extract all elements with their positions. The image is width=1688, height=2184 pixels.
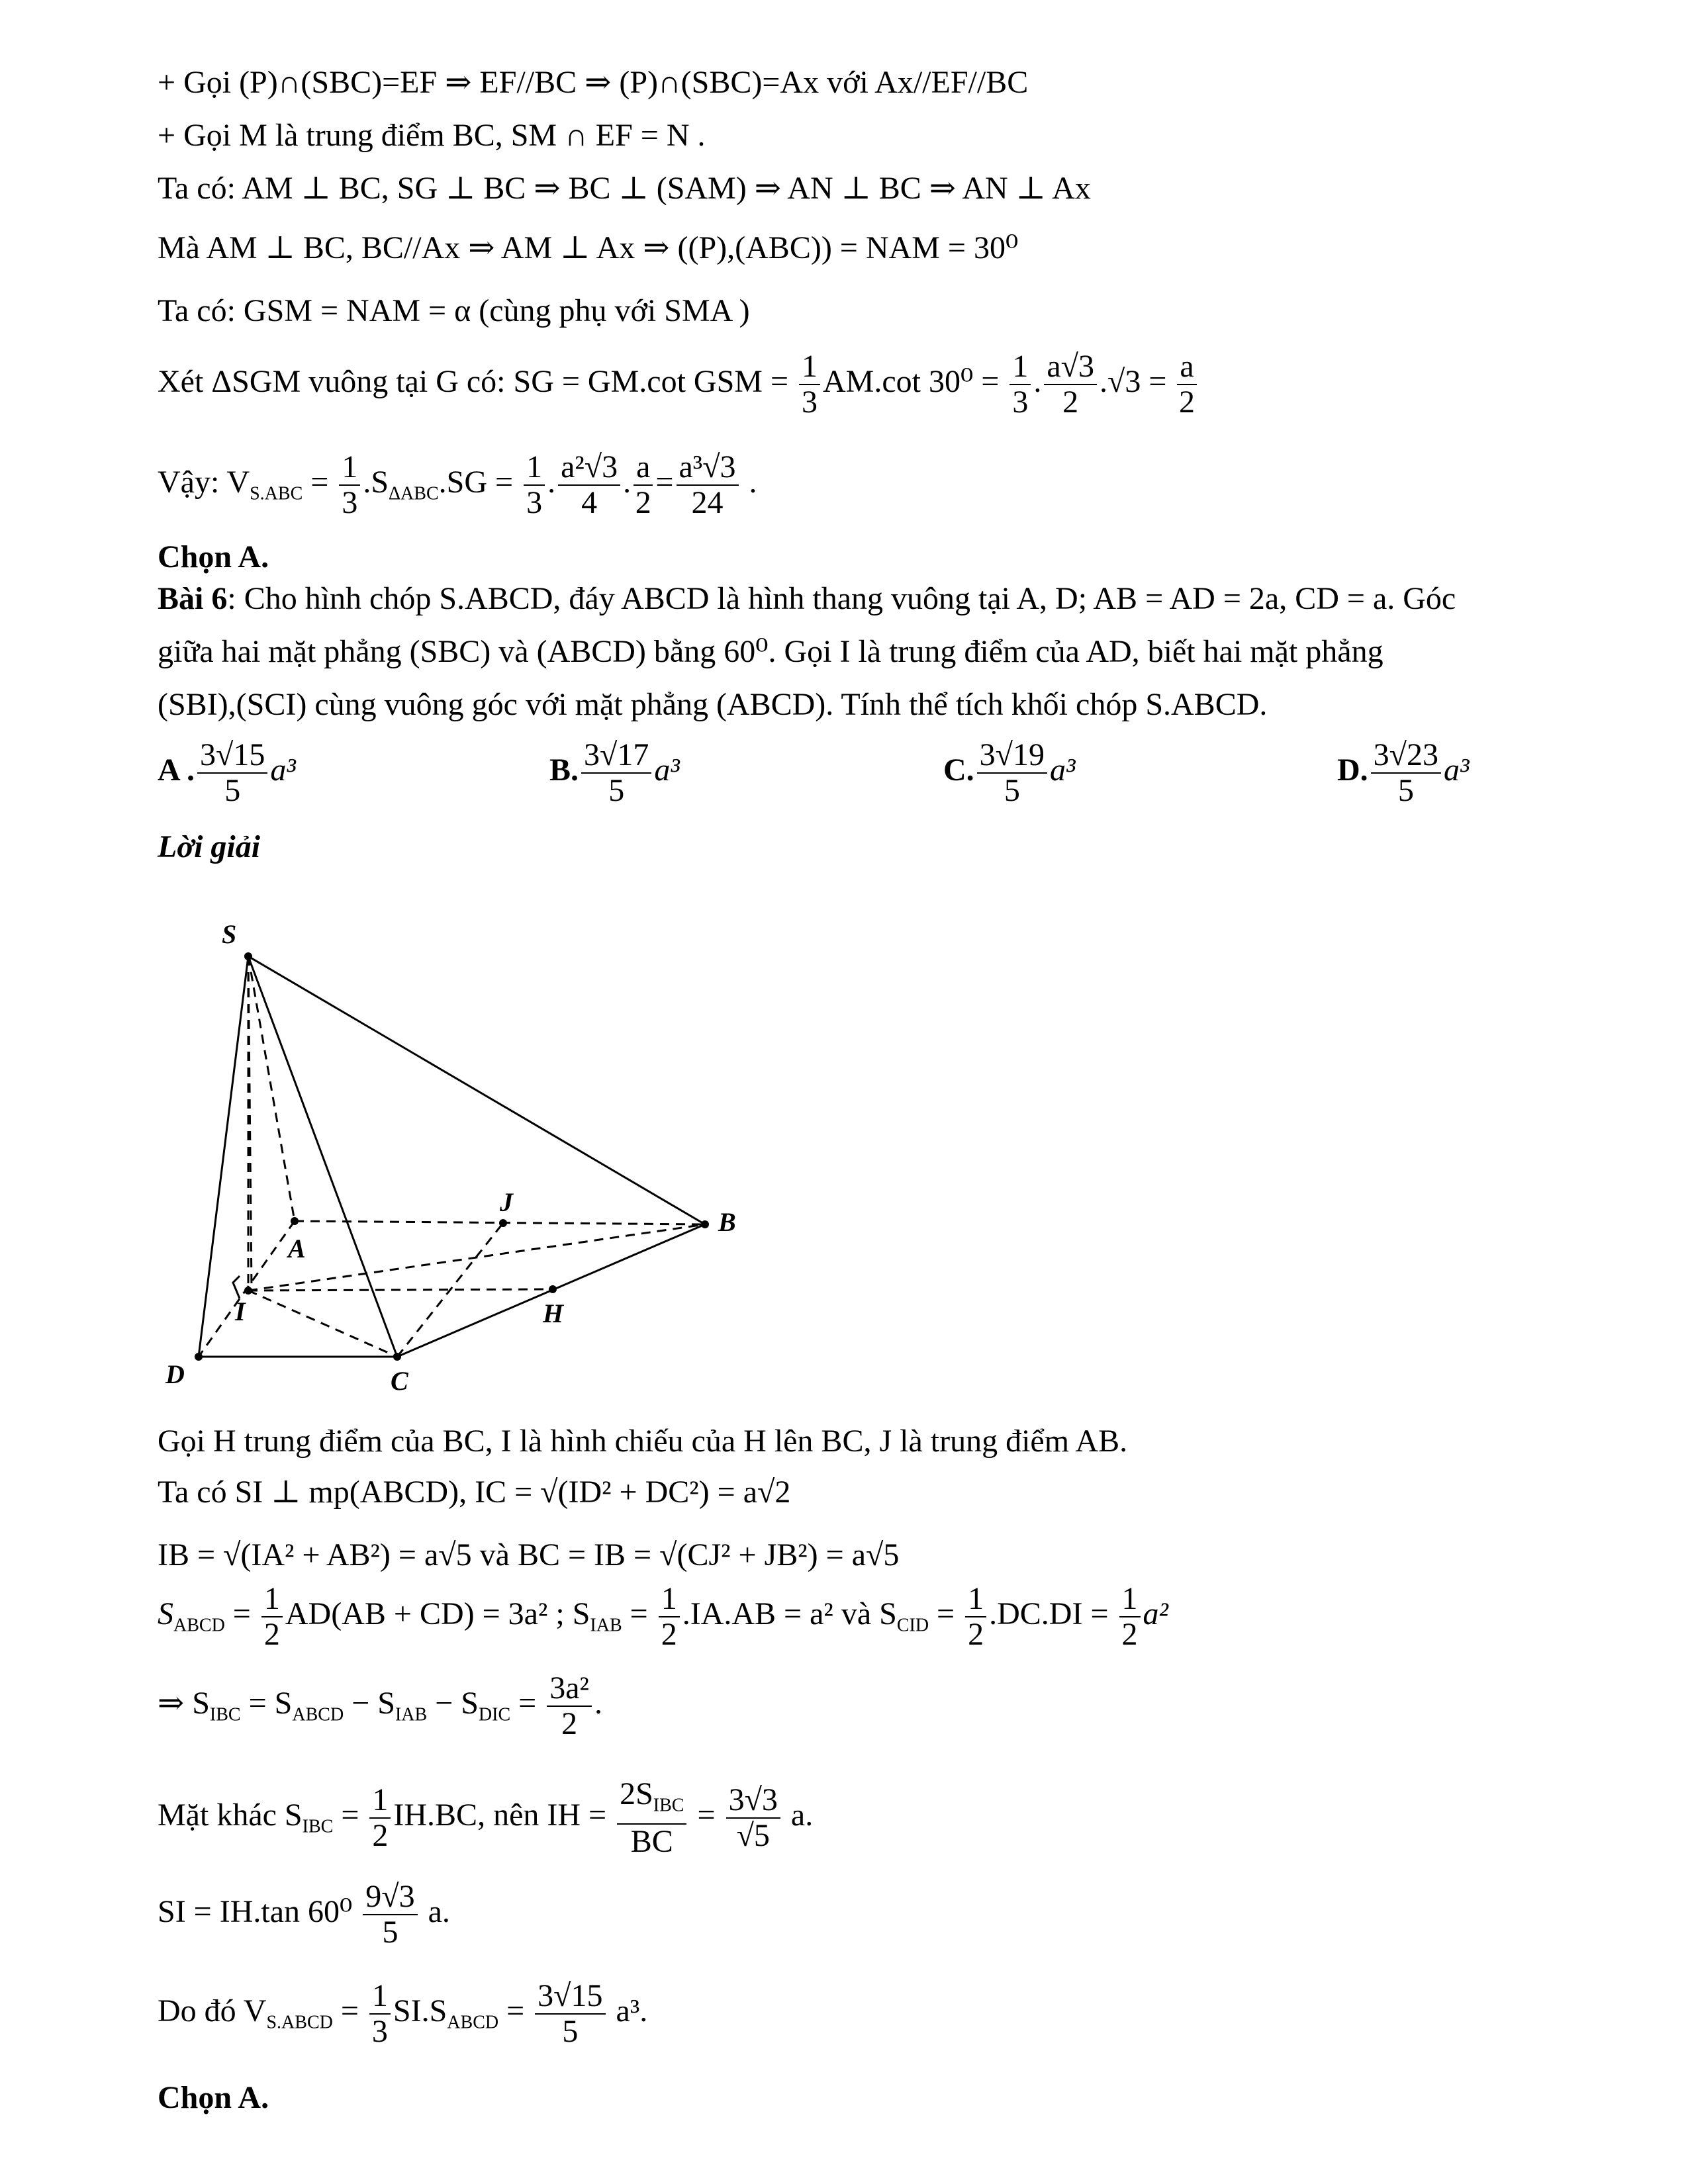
text-line-5: Ta có: GSM = NAM = α (cùng phụ với SMA ) — [158, 293, 750, 328]
fraction: $\frac{1}{3}$ — [339, 450, 360, 520]
fraction: $\frac{a√3}{2}$ — [1044, 349, 1097, 420]
solution-line-4: $S_{ABCD}$ = $\frac{1}{2}$ AD(AB + CD) = 3a² ; $S_{IAB}$ = $\frac{1}{2}$ .IA.AB = a² và $S_{CID}$ = $\frac{1}{2}$ .DC.DI = $\frac{1}{2}$ a² — [158, 1581, 1168, 1652]
label-I: I — [235, 1297, 246, 1326]
label-A: A — [288, 1234, 306, 1263]
fraction: $\frac{1}{3}$ — [1009, 349, 1031, 420]
text-line-3: Ta có: AM ⊥ BC, SG ⊥ BC ⇒ BC ⊥ (SAM) ⇒ AN ⊥ BC ⇒ AN ⊥ Ax — [158, 171, 1091, 206]
option-b[interactable]: B. $\frac{3√17}{5}$ a³ — [549, 737, 680, 808]
solution-line-6: Mặt khác $S_{IBC}$ = $\frac{1}{2}$ IH.BC, nên IH = $\frac{2S_{IBC}}{BC}$ = $\frac{3√3}{√5}$ a. — [158, 1776, 814, 1859]
point-C — [393, 1353, 401, 1361]
text-line-2: + Gọi M là trung điểm BC, SM ∩ EF = N . — [158, 118, 706, 153]
label-C: C — [391, 1366, 408, 1396]
edge-IC — [248, 1291, 397, 1357]
fraction: $\frac{\text{a²√3}}{4}$ — [558, 450, 620, 520]
label-D: D — [165, 1359, 185, 1389]
edge-IH — [248, 1289, 553, 1291]
point-S — [244, 952, 252, 960]
text-line-7: Vậy: $V_{S.ABC}$ = $\frac{1}{3}$ $.S_{\Delta ABC}.SG$ = $\frac{1}{3}$ . $\frac{\text{a²√3}}{4}$ . $\frac{a}{2}$ = $\frac{\text{a³√3}}{24}$ . — [158, 449, 757, 520]
problem-line-1: Bài 6: Cho hình chóp S.ABCD, đáy ABCD là hình thang vuông tại A, D; AB = AD = 2a, CD = a. Góc — [158, 581, 1456, 616]
text-line-1: + Gọi (P)∩(SBC)=EF ⇒ EF//BC ⇒ (P)∩(SBC)=Ax với Ax//EF//BC — [158, 65, 1029, 100]
edge-SA — [248, 956, 295, 1221]
label-H: H — [543, 1298, 564, 1328]
option-d[interactable]: D. $\frac{3√23}{5}$ a³ — [1337, 737, 1470, 808]
solution-line-8: Do đó $V_{S.ABCD}$ = $\frac{1}{3}$ $SI.S_{ABCD}$ = $\frac{3√15}{5}$ a³. — [158, 1978, 648, 2049]
text-line-6: Xét ΔSGM vuông tại G có: SG = GM.cot GSM = $\frac{1}{3}$ AM.cot 30⁰ = $\frac{1}{3}$ . $\frac{a√3}{2}$ .√3 = $\frac{a}{2}$ — [158, 349, 1199, 420]
option-c[interactable]: C. $\frac{3√19}{5}$ a³ — [943, 737, 1076, 808]
label-J: J — [500, 1187, 513, 1217]
point-D — [195, 1353, 203, 1361]
solution-line-7: SI = IH.tan 60⁰ $\frac{9√3}{5}$ a. — [158, 1879, 450, 1950]
fraction: $\frac{a}{2}$ — [633, 450, 653, 520]
fraction: $\frac{\text{a³√3}}{24}$ — [677, 450, 739, 520]
chon-a-2: Chọn A. — [158, 2080, 269, 2115]
fraction: $\frac{1}{3}$ — [799, 349, 820, 420]
point-I — [244, 1287, 252, 1295]
problem-line-2: giữa hai mặt phẳng (SBC) và (ABCD) bằng 60⁰. Gọi I là trung điểm của AD, biết hai mặt phẳng — [158, 634, 1383, 669]
solution-line-3: IB = √(IA² + AB²) = a√5 và BC = IB = √(CJ² + JB²) = a√5 — [158, 1537, 900, 1572]
edge-SB — [248, 956, 705, 1224]
fraction: $\frac{a}{2}$ — [1177, 349, 1196, 420]
loi-giai-heading: Lời giải — [158, 829, 261, 864]
right-angle-mark — [233, 1276, 240, 1298]
problem-line-3: (SBI),(SCI) cùng vuông góc với mặt phẳng (ABCD). Tính thể tích khối chóp S.ABCD. — [158, 687, 1268, 722]
label-S: S — [222, 919, 237, 949]
chon-a-1: Chọn A. — [158, 539, 269, 574]
option-a[interactable]: A . $\frac{3√15}{5}$ a³ — [158, 737, 296, 808]
edge-SC — [248, 956, 397, 1357]
point-A — [291, 1217, 299, 1225]
solution-line-1: Gọi H trung điểm của BC, I là hình chiếu của H lên BC, J là trung điểm AB. — [158, 1424, 1128, 1459]
point-H — [549, 1285, 557, 1293]
solution-line-2: Ta có SI ⊥ mp(ABCD), IC = √(ID² + DC²) = a√2 — [158, 1475, 791, 1510]
fraction: $\frac{1}{3}$ — [524, 450, 545, 520]
point-J — [499, 1219, 507, 1227]
text-line-4: Mà AM ⊥ BC, BC//Ax ⇒ AM ⊥ Ax ⇒ ((P),(ABC)) = NAM = 30⁰ — [158, 230, 1019, 265]
label-B: B — [718, 1207, 736, 1237]
solution-line-5: ⇒ $S_{IBC} = S_{ABCD} - S_{IAB} - S_{DIC}$ = $\frac{\text{3a²}}{2}$ . — [158, 1670, 602, 1741]
point-B — [701, 1220, 709, 1228]
